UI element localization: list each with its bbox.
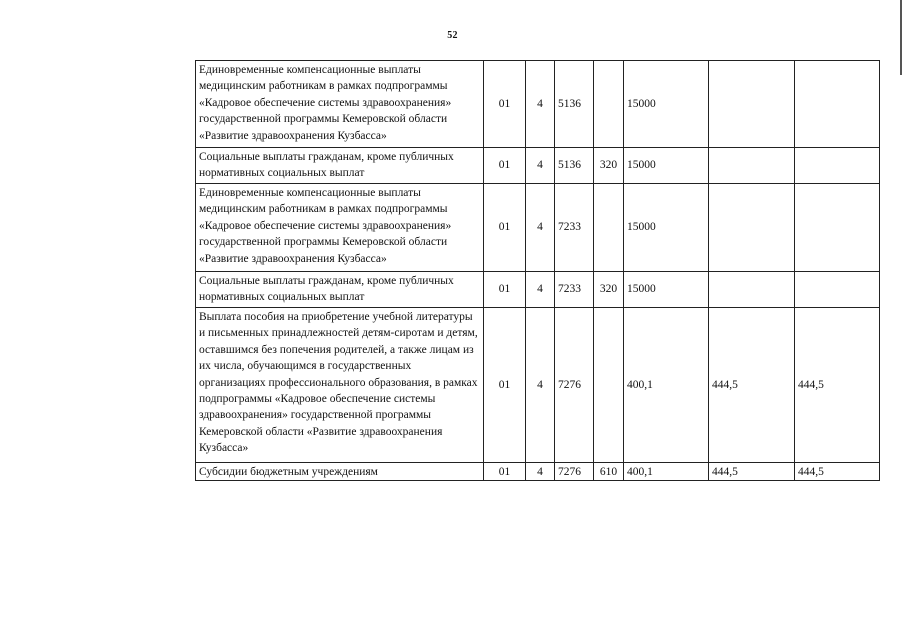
amount-year-1: 400,1 [624,308,709,463]
amount-year-3 [795,61,880,148]
amount-year-2 [709,272,795,308]
amount-year-3: 444,5 [795,463,880,481]
target-code: 7276 [555,463,594,481]
page-number: 52 [447,30,458,41]
amount-year-1: 15000 [624,184,709,272]
table-row [196,148,880,184]
amount-year-2 [709,184,795,272]
target-code: 7233 [555,184,594,272]
amount-year-1: 15000 [624,148,709,184]
subsection-code: 4 [526,463,555,481]
table-row [196,184,880,272]
section-code: 01 [484,272,526,308]
row-description: Единовременные компенсационные выплаты медицинским работникам в рамках подпрограммы «Кадровое обеспечение системы здравоохранения» государственной программы Кемеровской области «Развитие здравоохранения Кузбасса» [196,61,484,148]
amount-year-1: 400,1 [624,463,709,481]
amount-year-1: 15000 [624,272,709,308]
subsection-code: 4 [526,308,555,463]
subsection-code: 4 [526,272,555,308]
expense-type-code [594,308,624,463]
amount-year-3 [795,184,880,272]
table-row [196,308,880,463]
section-code: 01 [484,148,526,184]
table-row [196,463,880,481]
row-description: Единовременные компенсационные выплаты медицинским работникам в рамках подпрограммы «Кадровое обеспечение системы здравоохранения» государственной программы Кемеровской области «Развитие здравоохранения Кузбасса» [196,184,484,272]
row-description: Социальные выплаты гражданам, кроме публичных нормативных социальных выплат [196,272,484,308]
amount-year-2 [709,148,795,184]
expense-type-code: 320 [594,272,624,308]
target-code: 5136 [555,148,594,184]
amount-year-1: 15000 [624,61,709,148]
section-code: 01 [484,184,526,272]
amount-year-3 [795,148,880,184]
amount-year-2 [709,61,795,148]
amount-year-3 [795,272,880,308]
target-code: 7233 [555,272,594,308]
table-row [196,272,880,308]
amount-year-3: 444,5 [795,308,880,463]
expense-type-code: 320 [594,148,624,184]
amount-year-2: 444,5 [709,463,795,481]
page-edge-line [900,0,902,75]
budget-table [195,60,880,481]
subsection-code: 4 [526,148,555,184]
subsection-code: 4 [526,184,555,272]
expense-type-code: 610 [594,463,624,481]
table-row [196,61,880,148]
section-code: 01 [484,61,526,148]
expense-type-code [594,61,624,148]
section-code: 01 [484,463,526,481]
expense-type-code [594,184,624,272]
amount-year-2: 444,5 [709,308,795,463]
row-description: Выплата пособия на приобретение учебной литературы и письменных принадлежностей детям-сиротам и детям, оставшимся без попечения родителей, а также лицам из их числа, обучающимся в государственных организациях профессионального образования, в рамках подпрограммы «Кадровое обеспечение системы здравоохранения» государственной программы Кемеровской области «Развитие здравоохранения Кузбасса» [196,308,484,463]
subsection-code: 4 [526,61,555,148]
target-code: 7276 [555,308,594,463]
row-description: Субсидии бюджетным учреждениям [196,463,484,481]
target-code: 5136 [555,61,594,148]
row-description: Социальные выплаты гражданам, кроме публичных нормативных социальных выплат [196,148,484,184]
section-code: 01 [484,308,526,463]
